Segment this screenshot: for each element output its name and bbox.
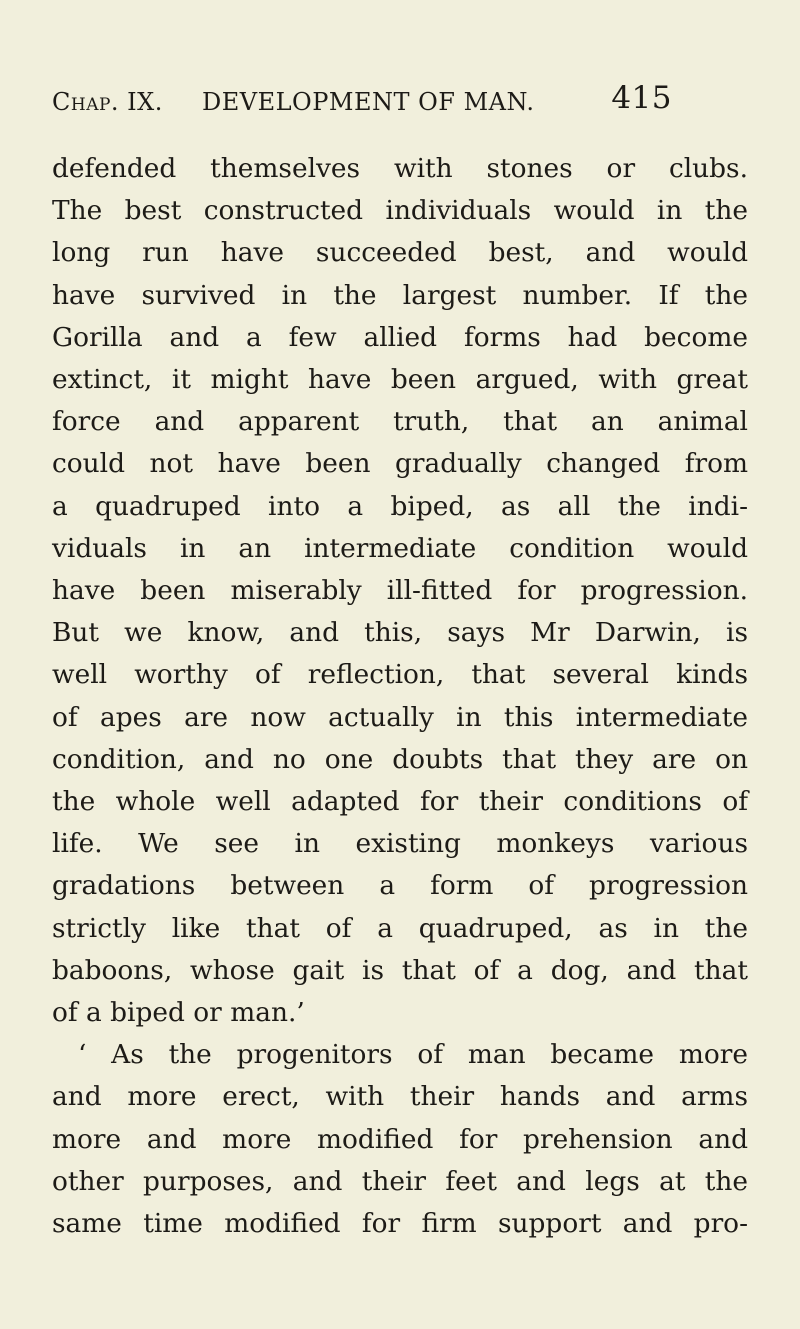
- text-line: baboons, whose gait is that of a dog, and that: [52, 954, 748, 986]
- text-line: more and more modified for prehension and: [52, 1123, 748, 1155]
- text-line: But we know, and this, says Mr Darwin, is: [52, 617, 748, 649]
- body-text: [52, 148, 748, 1245]
- running-head: [52, 80, 748, 126]
- text-line: could not have been gradually changed from: [52, 448, 748, 480]
- text-line: life. We see in existing monkeys various: [52, 828, 748, 860]
- text-line: well worthy of reflection, that several kinds: [52, 659, 748, 691]
- text-line: viduals in an intermediate condition would: [52, 532, 748, 564]
- page-number: 415: [611, 80, 672, 116]
- text-line: condition, and no one doubts that they are on: [52, 743, 748, 775]
- text-line: have survived in the largest number. If the: [52, 279, 748, 311]
- text-line: Gorilla and a few allied forms had become: [52, 321, 748, 353]
- text-line: a quadruped into a biped, as all the indi-: [52, 490, 748, 522]
- text-line: the whole well adapted for their conditions of: [52, 786, 748, 818]
- text-line: have been miserably ill-fitted for progression.: [52, 575, 748, 607]
- text-line: defended themselves with stones or clubs.: [52, 153, 748, 184]
- text-line: strictly like that of a quadruped, as in the: [52, 912, 748, 944]
- text-line: of a biped or man.’: [52, 997, 305, 1029]
- text-line: force and apparent truth, that an animal: [52, 406, 748, 438]
- text-line: ‘ As the progenitors of man became more: [78, 1039, 748, 1071]
- text-line: The best constructed individuals would in the: [52, 195, 748, 227]
- text-line: and more erect, with their hands and arms: [52, 1081, 748, 1113]
- text-line: same time modified for firm support and pro-: [52, 1208, 748, 1240]
- chapter-label: Chap. IX.: [52, 88, 163, 116]
- text-line: of apes are now actually in this intermediate: [52, 701, 748, 733]
- text-line: extinct, it might have been argued, with great: [52, 364, 748, 396]
- text-line: gradations between a form of progression: [52, 870, 748, 902]
- text-line: other purposes, and their feet and legs at the: [52, 1165, 748, 1197]
- running-title: DEVELOPMENT OF MAN.: [202, 88, 535, 116]
- text-line: long run have succeeded best, and would: [52, 237, 748, 269]
